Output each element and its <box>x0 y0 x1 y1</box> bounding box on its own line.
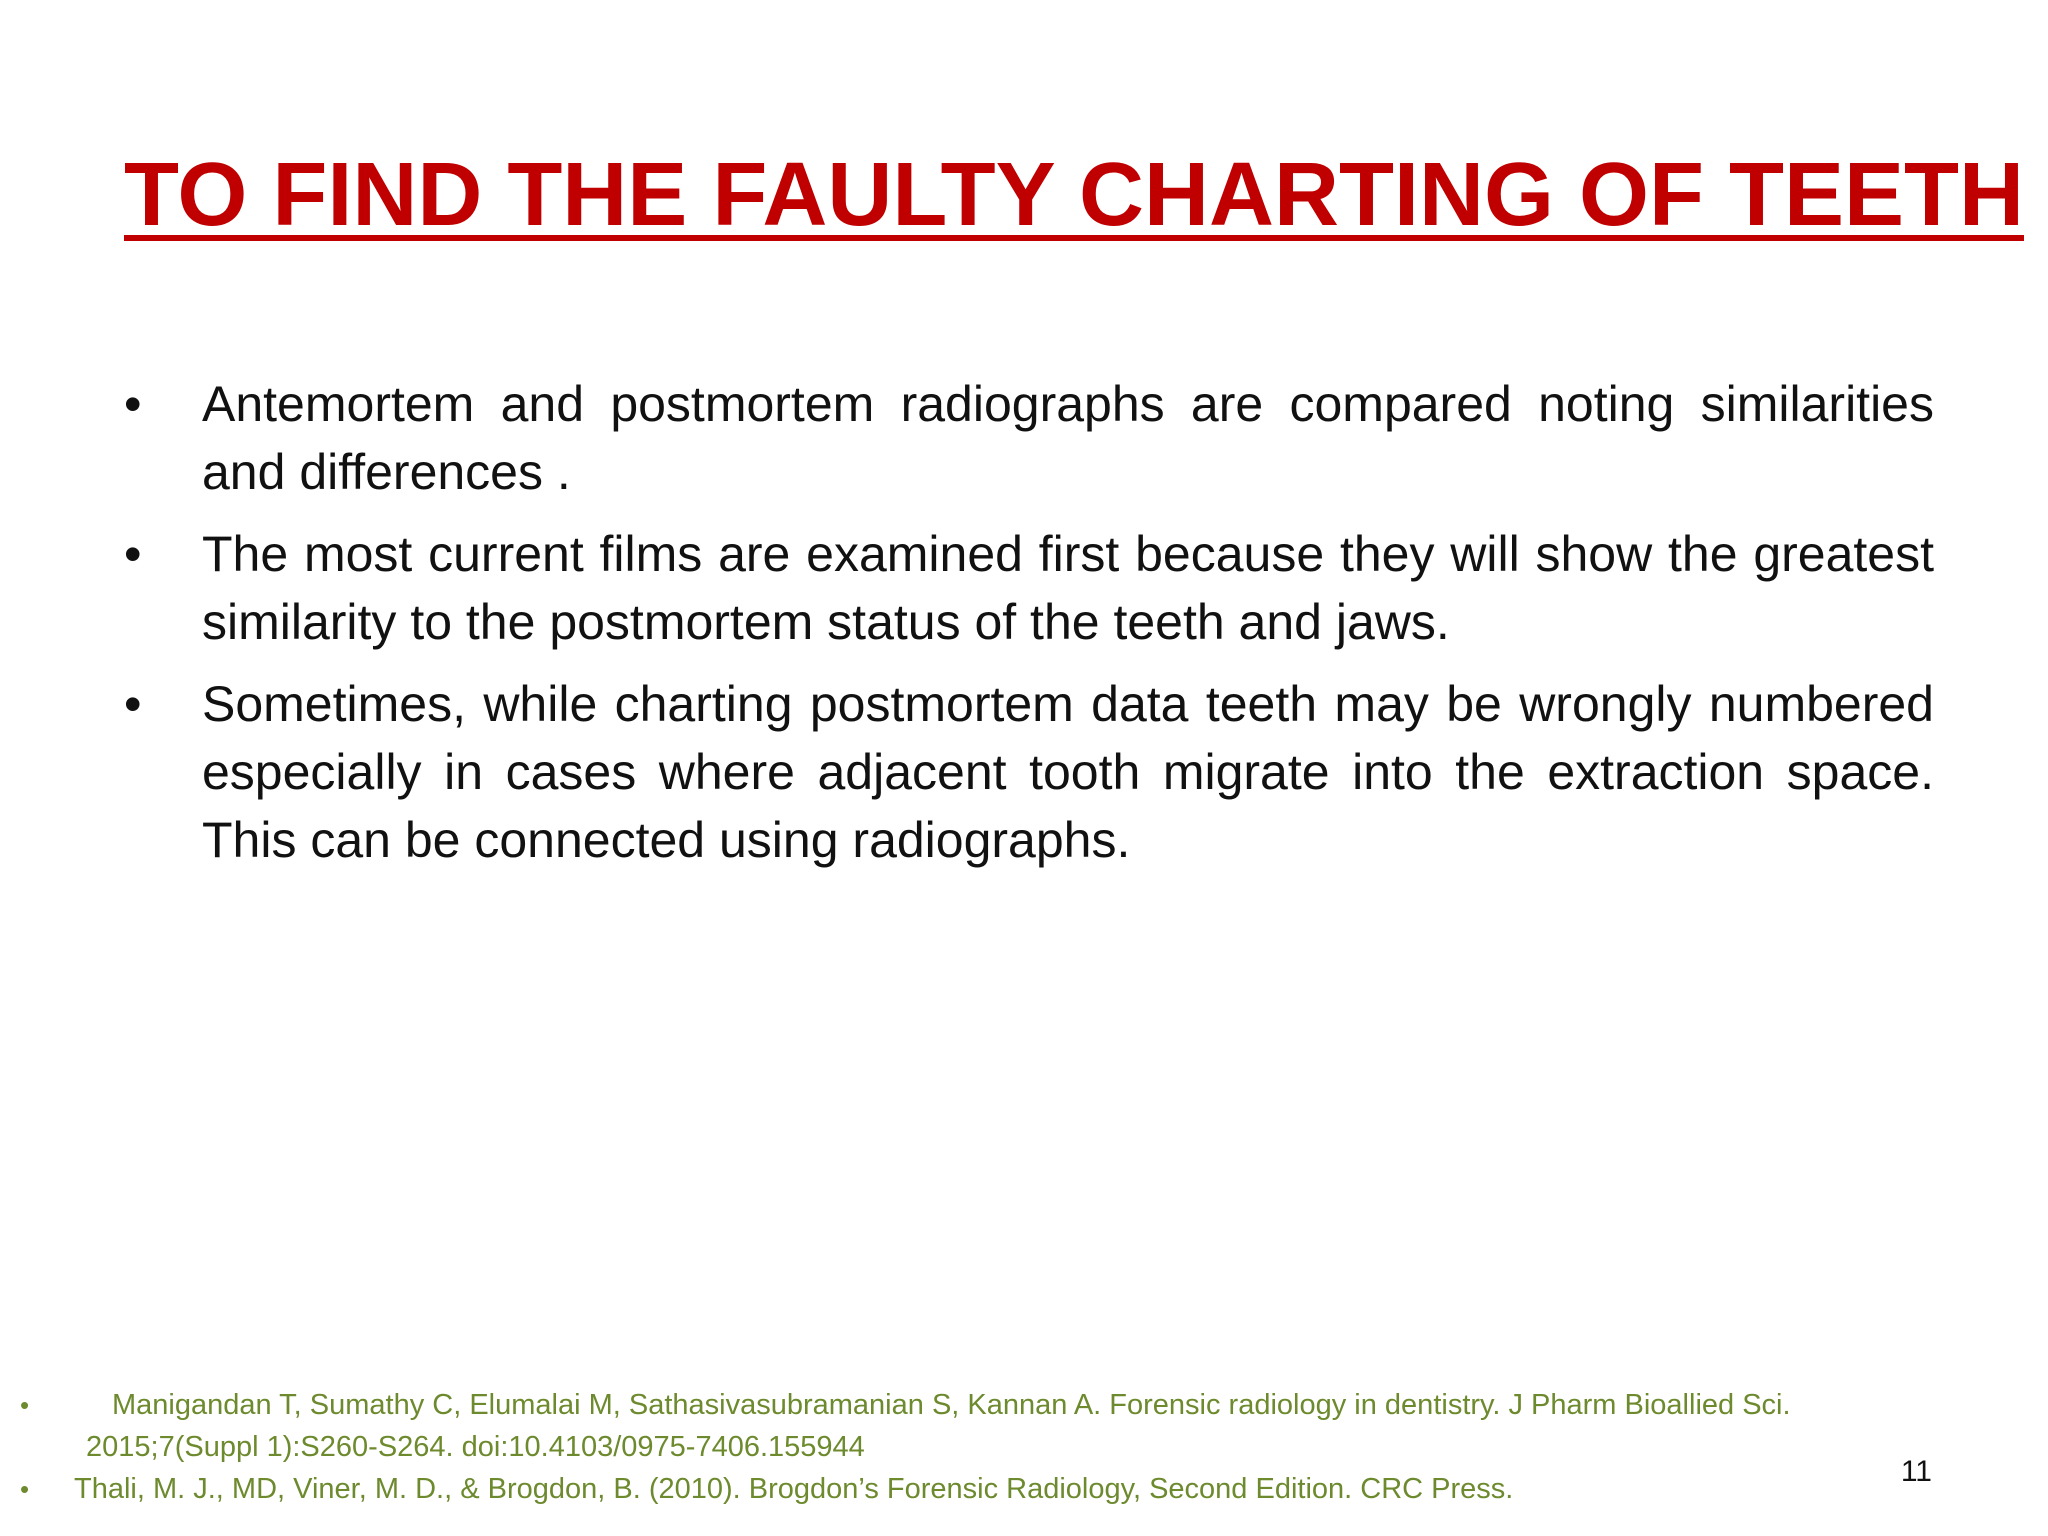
reference-text-line2: 2015;7(Suppl 1):S260-S264. doi:10.4103/0975-7406.155944 <box>86 1431 865 1463</box>
reference-list <box>20 1384 2036 1510</box>
bullet-text: Sometimes, while charting postmortem data teeth may be wrongly numbered especially in cases where adjacent tooth migrate into the extraction space. This can be connected using radiographs. <box>202 676 1934 868</box>
bullet-text: The most current films are examined first because they will show the greatest similarity to the postmortem status of the teeth and jaws. <box>202 526 1934 650</box>
bullet-icon: • <box>124 526 142 582</box>
reference-bullet-icon: • <box>20 1474 30 1504</box>
bullet-icon: • <box>124 676 142 732</box>
bullet-item <box>124 670 1934 874</box>
reference-bullet-icon: • <box>20 1390 30 1420</box>
bullet-text: Antemortem and postmortem radiographs are compared noting similarities and differences . <box>202 376 1934 500</box>
reference-item <box>20 1384 2036 1468</box>
bullet-icon: • <box>124 376 142 432</box>
page-number: 11 <box>1900 1455 1932 1488</box>
reference-text-line1: Manigandan T, Sumathy C, Elumalai M, Sathasivasubramanian S, Kannan A. Forensic radiology in dentistry. J Pharm Bioallied Sci. <box>112 1389 1791 1421</box>
bullet-item <box>124 370 1934 506</box>
reference-item <box>20 1468 2036 1510</box>
bullet-item <box>124 520 1934 656</box>
bullet-list <box>124 370 1934 888</box>
reference-text: Thali, M. J., MD, Viner, M. D., & Brogdon, B. (2010). Brogdon’s Forensic Radiology, Second Edition. CRC Press. <box>74 1473 1514 1505</box>
slide-title: TO FIND THE FAULTY CHARTING OF TEETH <box>124 145 2024 245</box>
